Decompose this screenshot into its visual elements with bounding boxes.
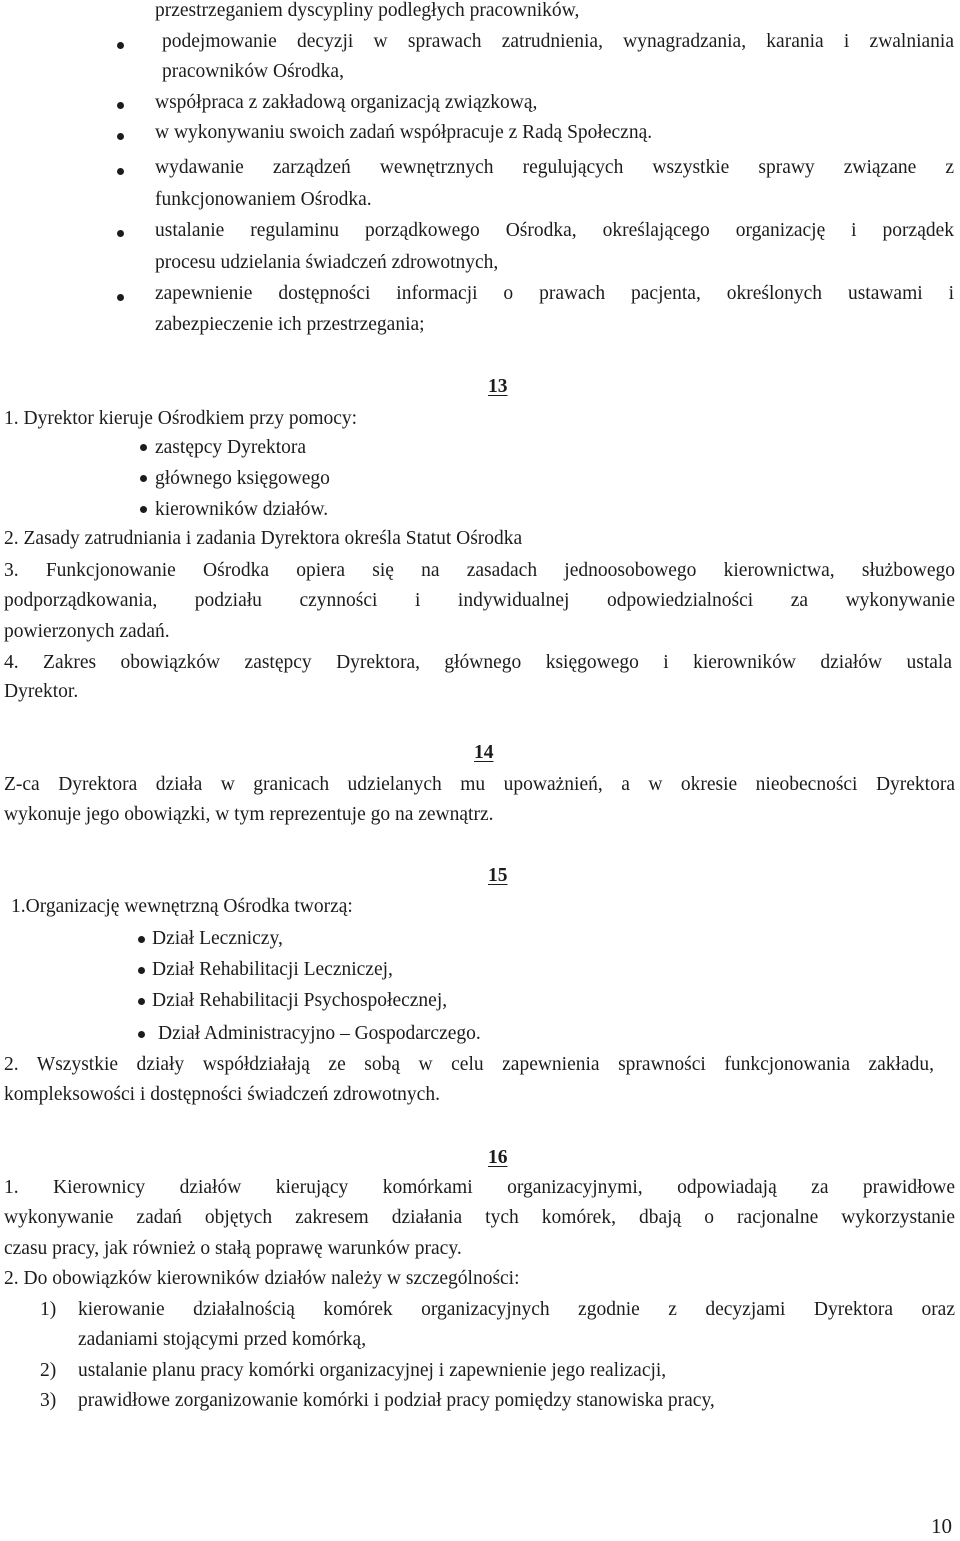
bullet-icon — [117, 42, 124, 49]
bullet-icon — [138, 967, 145, 974]
paragraph-line: wykonuje jego obowiązki, w tym reprezentuje go na zewnątrz. — [4, 804, 494, 825]
list-item-line: pracowników Ośrodka, — [162, 61, 344, 82]
page-number: 10 — [931, 1514, 952, 1538]
paragraph: 2. Do obowiązków kierowników działów należy w szczególności: — [4, 1268, 520, 1289]
list-continuation: przestrzeganiem dyscypliny podległych pracowników, — [155, 0, 580, 21]
bullet-icon — [117, 168, 124, 175]
paragraph-line: powierzonych zadań. — [4, 621, 170, 642]
paragraph-line: wykonywanie zadań objętych zakresem działania tych komórek, dbają o racjonalne wykorzystanie — [4, 1207, 955, 1228]
bullet-icon — [138, 998, 145, 1005]
duty-line: ustalanie planu pracy komórki organizacyjnej i zapewnienie jego realizacji, — [78, 1360, 667, 1381]
paragraph-line: czasu pracy, jak również o stałą poprawę warunków pracy. — [4, 1238, 462, 1259]
paragraph-line: 2. Wszystkie działy współdziałają ze sobą w celu zapewnienia sprawności funkcjonowania zakładu, — [4, 1054, 934, 1075]
paragraph-line: 4. Zakres obowiązków zastępcy Dyrektora, głównego księgowego i kierowników działów ustala — [4, 652, 952, 673]
section-heading-15: 15 — [488, 865, 508, 886]
bullet-icon — [138, 936, 145, 943]
paragraph-line: 1. Kierownicy działów kierujący komórkami organizacyjnymi, odpowiadają za prawidłowe — [4, 1177, 955, 1198]
paragraph: 1. Dyrektor kieruje Ośrodkiem przy pomocy: — [4, 408, 358, 429]
bullet-icon — [140, 506, 147, 513]
duty-number: 2) — [40, 1360, 57, 1381]
paragraph: 2. Zasady zatrudniania i zadania Dyrektora określa Statut Ośrodka — [4, 528, 523, 549]
list-item-line: ustalanie regulaminu porządkowego Ośrodka, określającego organizację i porządek — [155, 220, 954, 241]
bullet-icon — [138, 1031, 145, 1038]
list-item-line: zabezpieczenie ich przestrzegania; — [155, 314, 425, 335]
paragraph-line: 3. Funkcjonowanie Ośrodka opiera się na zasadach jednoosobowego kierownictwa, służbowego — [4, 560, 955, 581]
department-item: Dział Rehabilitacji Leczniczej, — [152, 959, 393, 980]
department-item: Dział Administracyjno – Gospodarczego. — [158, 1023, 481, 1044]
list-item-line: zapewnienie dostępności informacji o prawach pacjenta, określonych ustawami i — [155, 283, 954, 304]
bullet-icon — [140, 475, 147, 482]
paragraph-line: podporządkowania, podziału czynności i indywidualnej odpowiedzialności za wykonywanie — [4, 590, 955, 611]
bullet-icon — [117, 294, 124, 301]
duty-line: zadaniami stojącymi przed komórką, — [78, 1329, 367, 1350]
paragraph: 1.Organizację wewnętrzną Ośrodka tworzą: — [11, 896, 353, 917]
paragraph-line: Z-ca Dyrektora działa w granicach udzielanych mu upoważnień, a w okresie nieobecności Dyrektora — [4, 774, 955, 795]
department-item: Dział Rehabilitacji Psychospołecznej, — [152, 990, 448, 1011]
paragraph-line: Dyrektor. — [4, 681, 79, 702]
list-item-line: podejmowanie decyzji w sprawach zatrudnienia, wynagradzania, karania i zwalniania — [162, 31, 954, 52]
bullet-icon — [140, 444, 147, 451]
duty-number: 3) — [40, 1390, 57, 1411]
section-heading-16: 16 — [488, 1147, 508, 1168]
section-heading-13: 13 — [488, 376, 508, 397]
duty-line: kierowanie działalnością komórek organizacyjnych zgodnie z decyzjami Dyrektora oraz — [78, 1299, 955, 1320]
list-item-line: procesu udzielania świadczeń zdrowotnych, — [155, 252, 499, 273]
department-item: Dział Leczniczy, — [152, 928, 283, 949]
list-item-line: w wykonywaniu swoich zadań współpracuje z Radą Społeczną. — [155, 122, 653, 143]
bullet-icon — [117, 102, 124, 109]
helper-item: zastępcy Dyrektora — [155, 437, 307, 458]
duty-line: prawidłowe zorganizowanie komórki i podział pracy pomiędzy stanowiska pracy, — [78, 1390, 715, 1411]
helper-item: głównego księgowego — [155, 468, 330, 489]
list-item-line: współpraca z zakładową organizacją związkową, — [155, 92, 538, 113]
bullet-icon — [117, 133, 124, 140]
list-item-line: wydawanie zarządzeń wewnętrznych regulujących wszystkie sprawy związane z — [155, 157, 954, 178]
bullet-icon — [117, 230, 124, 237]
helper-item: kierowników działów. — [155, 499, 329, 520]
duty-number: 1) — [40, 1299, 57, 1320]
list-item-line: funkcjonowaniem Ośrodka. — [155, 189, 372, 210]
section-heading-14: 14 — [474, 742, 494, 763]
paragraph-line: kompleksowości i dostępności świadczeń zdrowotnych. — [4, 1084, 440, 1105]
